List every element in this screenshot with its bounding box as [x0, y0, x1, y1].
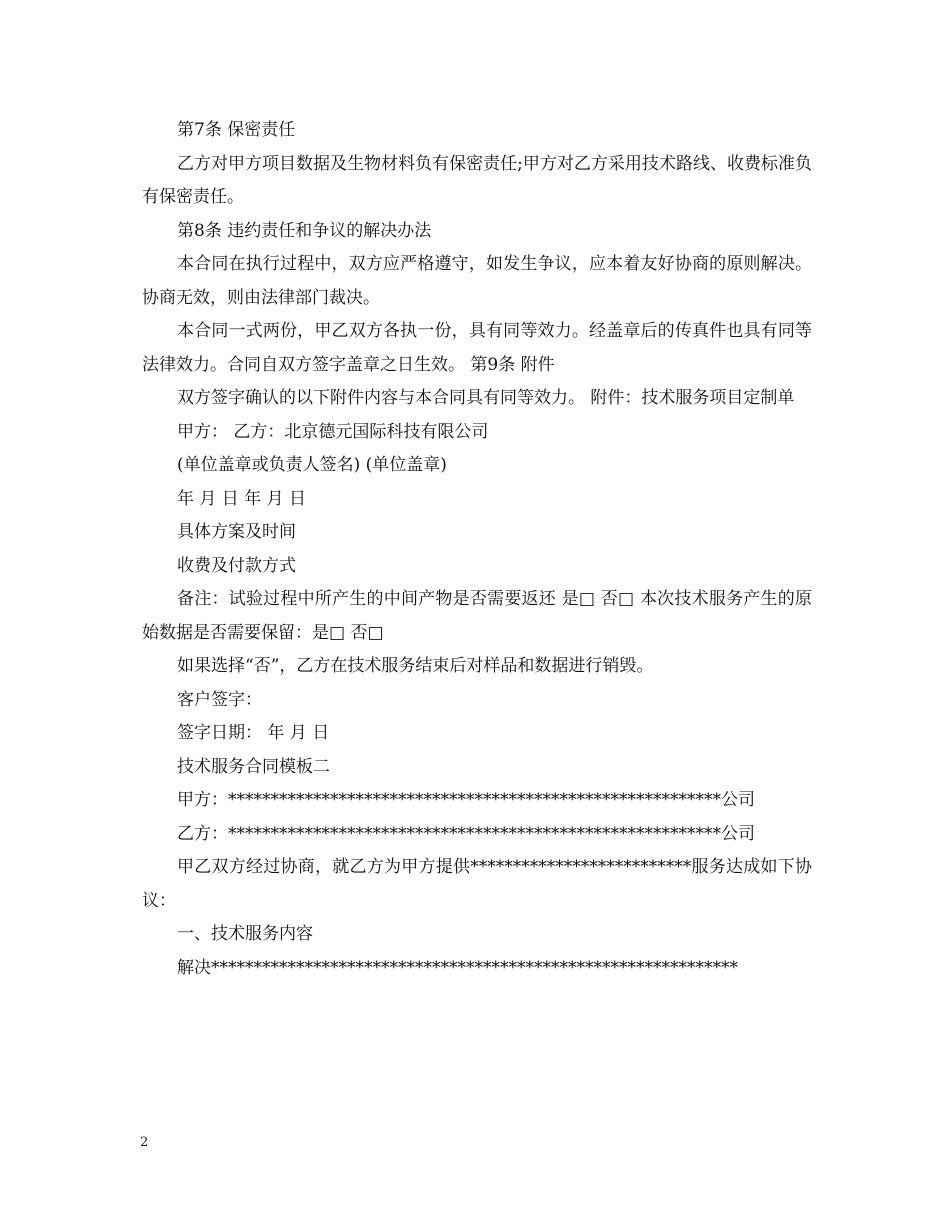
article-8-heading: 第8条 违约责任和争议的解决办法 — [177, 220, 432, 241]
template-two-title: 技术服务合同模板二 — [177, 756, 330, 777]
attachment-clause: 双方签字确认的以下附件内容与本合同具有同等效力。 附件：技术服务项目定制单 — [177, 388, 795, 408]
party-signature-line: 甲方： 乙方：北京德元国际科技有限公司 — [177, 421, 489, 442]
remarks-paragraph: 备注：试验过程中所产生的中间产物是否需要返还 是□ 否□ 本次技术服务产生的原始数据是否需要保留：是□ 否□ — [142, 589, 812, 643]
validity-clause: 本合同一式两份，甲乙双方各执一份，具有同等效力。经盖章后的传真件也具有同等法律效力。合同自双方签字盖章之日生效。 第9条 附件 — [142, 321, 812, 375]
destruction-note: 如果选择“否”，乙方在技术服务结束后对样品和数据进行销毁。 — [177, 656, 654, 676]
dispute-resolution-clause: 本合同在执行过程中，双方应严格遵守，如发生争议，应本着友好协商的原则解决。协商无效，则由法律部门裁决。 — [142, 254, 812, 308]
section-one-heading: 一、技术服务内容 — [177, 924, 313, 944]
article-7-heading: 第7条 保密责任 — [177, 120, 296, 140]
document-body — [142, 114, 812, 985]
page-number: 2 — [140, 1135, 149, 1150]
party-b-line: 乙方：**********************************************************公司 — [177, 823, 755, 844]
fee-and-payment-label: 收费及付款方式 — [177, 555, 296, 576]
seal-note-line: (单位盖章或负责人签名) (单位盖章) — [177, 455, 447, 475]
date-line: 年 月 日 年 月 日 — [177, 488, 307, 509]
agreement-intro: 甲乙双方经过协商，就乙方为甲方提供**************************服务达成如下协议： — [142, 857, 812, 911]
section-one-body: 解决************************************************************** — [177, 957, 738, 978]
plan-and-time-label: 具体方案及时间 — [177, 522, 296, 542]
customer-signature-label: 客户签字： — [177, 689, 262, 710]
party-a-line: 甲方：**********************************************************公司 — [177, 790, 755, 810]
confidentiality-clause: 乙方对甲方项目数据及生物材料负有保密责任;甲方对乙方采用技术路线、收费标准负有保密责任。 — [142, 153, 812, 207]
signature-date-label: 签字日期： 年 月 日 — [177, 723, 330, 743]
